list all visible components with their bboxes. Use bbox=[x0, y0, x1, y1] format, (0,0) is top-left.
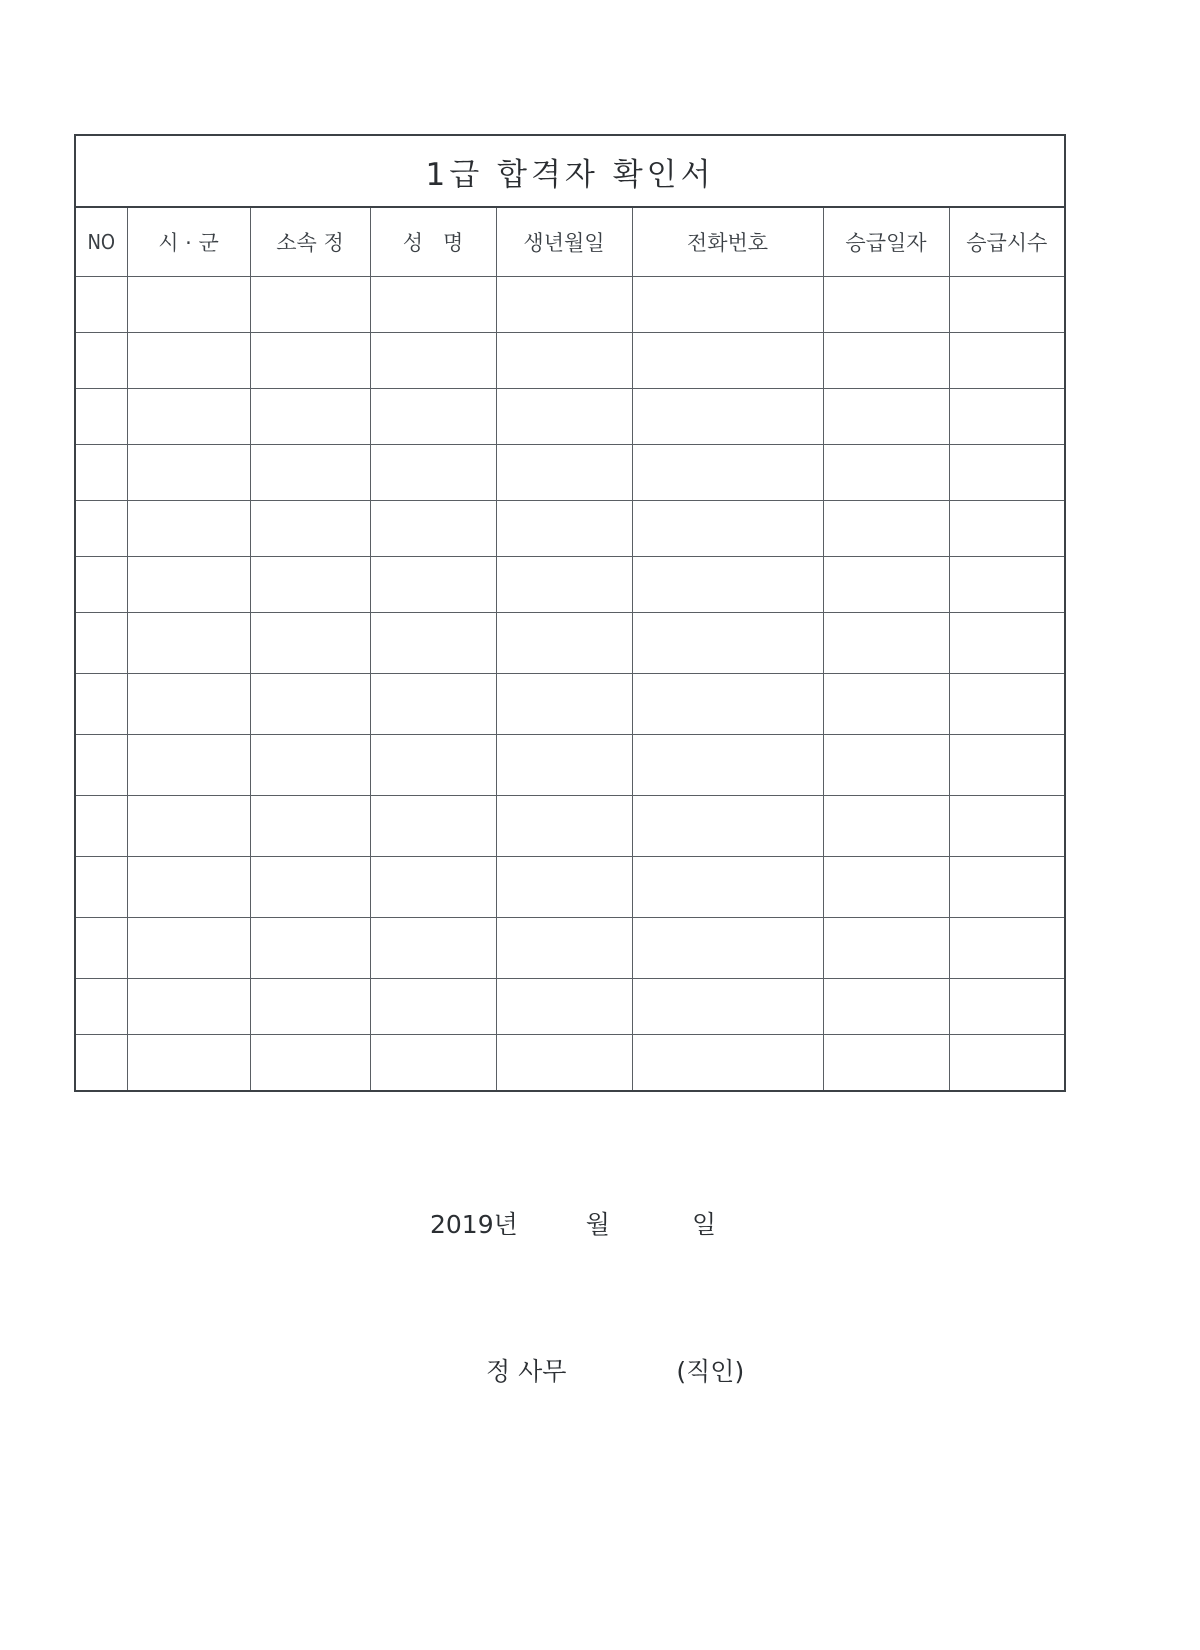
table-cell bbox=[823, 796, 949, 857]
table-cell bbox=[250, 735, 370, 796]
table-cell bbox=[632, 918, 823, 979]
table-cell bbox=[75, 735, 127, 796]
table-cell bbox=[127, 557, 250, 613]
table-row bbox=[75, 796, 1065, 857]
header-name: 성 명 bbox=[370, 207, 496, 277]
table-cell bbox=[370, 333, 496, 389]
table-cell bbox=[823, 1035, 949, 1092]
table-cell bbox=[127, 501, 250, 557]
form-title: 1급 합격자 확인서 bbox=[75, 135, 1065, 207]
table-cell bbox=[496, 277, 632, 333]
table-row bbox=[75, 445, 1065, 501]
table-cell bbox=[823, 735, 949, 796]
table-cell bbox=[75, 674, 127, 735]
table-cell bbox=[949, 277, 1065, 333]
signature-line bbox=[486, 1352, 744, 1388]
table-cell bbox=[75, 389, 127, 445]
table-cell bbox=[127, 735, 250, 796]
table-cell bbox=[250, 1035, 370, 1092]
table-cell bbox=[496, 918, 632, 979]
table-row bbox=[75, 501, 1065, 557]
table-cell bbox=[370, 557, 496, 613]
table-row bbox=[75, 1035, 1065, 1092]
table-cell bbox=[632, 389, 823, 445]
table-cell bbox=[75, 277, 127, 333]
table-cell bbox=[75, 445, 127, 501]
table-cell bbox=[823, 333, 949, 389]
table-cell bbox=[75, 796, 127, 857]
table-cell bbox=[127, 979, 250, 1035]
table-cell bbox=[250, 918, 370, 979]
table-cell bbox=[949, 796, 1065, 857]
table-cell bbox=[370, 979, 496, 1035]
table-cell bbox=[75, 557, 127, 613]
table-row bbox=[75, 333, 1065, 389]
table-row bbox=[75, 979, 1065, 1035]
table-cell bbox=[127, 674, 250, 735]
table-cell bbox=[823, 501, 949, 557]
header-phone: 전화번호 bbox=[632, 207, 823, 277]
table-cell bbox=[496, 979, 632, 1035]
table-cell bbox=[632, 796, 823, 857]
table-cell bbox=[370, 1035, 496, 1092]
table-cell bbox=[250, 389, 370, 445]
table-cell bbox=[496, 674, 632, 735]
table-cell bbox=[127, 389, 250, 445]
table-cell bbox=[949, 979, 1065, 1035]
table-cell bbox=[823, 389, 949, 445]
table-cell bbox=[75, 501, 127, 557]
table-cell bbox=[632, 501, 823, 557]
date-year: 2019년 bbox=[430, 1210, 518, 1239]
table-cell bbox=[75, 613, 127, 674]
table-cell bbox=[632, 277, 823, 333]
table-cell bbox=[75, 1035, 127, 1092]
table-cell bbox=[632, 557, 823, 613]
table-cell bbox=[949, 613, 1065, 674]
header-birthdate: 생년월일 bbox=[496, 207, 632, 277]
table-cell bbox=[250, 277, 370, 333]
table-cell bbox=[632, 613, 823, 674]
table-cell bbox=[949, 333, 1065, 389]
table-cell bbox=[370, 674, 496, 735]
table-row bbox=[75, 389, 1065, 445]
confirmation-form-table bbox=[74, 134, 1066, 1092]
table-cell bbox=[632, 445, 823, 501]
table-row bbox=[75, 557, 1065, 613]
table-cell bbox=[370, 389, 496, 445]
table-cell bbox=[823, 979, 949, 1035]
table-cell bbox=[823, 857, 949, 918]
table-cell bbox=[496, 333, 632, 389]
table-cell bbox=[949, 389, 1065, 445]
table-cell bbox=[75, 918, 127, 979]
table-cell bbox=[127, 796, 250, 857]
table-cell bbox=[370, 445, 496, 501]
table-cell bbox=[632, 333, 823, 389]
date-month: 월 bbox=[585, 1210, 610, 1239]
header-row bbox=[75, 207, 1065, 277]
table-cell bbox=[823, 445, 949, 501]
table-row bbox=[75, 277, 1065, 333]
table-cell bbox=[823, 918, 949, 979]
table-cell bbox=[127, 445, 250, 501]
table-cell bbox=[127, 333, 250, 389]
table-cell bbox=[496, 389, 632, 445]
table-cell bbox=[823, 277, 949, 333]
table-cell bbox=[127, 277, 250, 333]
table-row bbox=[75, 918, 1065, 979]
table-cell bbox=[632, 979, 823, 1035]
table-cell bbox=[823, 557, 949, 613]
issue-date bbox=[430, 1205, 716, 1241]
table-cell bbox=[949, 857, 1065, 918]
table-cell bbox=[370, 613, 496, 674]
table-cell bbox=[632, 735, 823, 796]
table-cell bbox=[496, 1035, 632, 1092]
table-cell bbox=[370, 501, 496, 557]
table-cell bbox=[949, 1035, 1065, 1092]
table-cell bbox=[949, 445, 1065, 501]
table-cell bbox=[823, 674, 949, 735]
table-cell bbox=[496, 735, 632, 796]
table-row bbox=[75, 674, 1065, 735]
table-cell bbox=[370, 857, 496, 918]
table-cell bbox=[496, 501, 632, 557]
table-cell bbox=[632, 1035, 823, 1092]
table-cell bbox=[949, 674, 1065, 735]
table-cell bbox=[250, 979, 370, 1035]
table-cell bbox=[496, 557, 632, 613]
table-row bbox=[75, 613, 1065, 674]
table-cell bbox=[949, 918, 1065, 979]
table-cell bbox=[632, 674, 823, 735]
table-cell bbox=[949, 735, 1065, 796]
table-cell bbox=[127, 1035, 250, 1092]
table-cell bbox=[75, 979, 127, 1035]
table-cell bbox=[75, 333, 127, 389]
table-cell bbox=[496, 796, 632, 857]
table-cell bbox=[250, 674, 370, 735]
table-cell bbox=[250, 333, 370, 389]
table-cell bbox=[823, 613, 949, 674]
table-cell bbox=[632, 857, 823, 918]
table-cell bbox=[370, 918, 496, 979]
table-row bbox=[75, 735, 1065, 796]
header-promotion-hours: 승급시수 bbox=[949, 207, 1065, 277]
table-cell bbox=[496, 445, 632, 501]
table-cell bbox=[496, 857, 632, 918]
header-promotion-date: 승급일자 bbox=[823, 207, 949, 277]
table-cell bbox=[250, 445, 370, 501]
table-cell bbox=[127, 613, 250, 674]
table-cell bbox=[370, 796, 496, 857]
table-cell bbox=[370, 277, 496, 333]
seal-label: (직인) bbox=[676, 1357, 745, 1386]
table-row bbox=[75, 857, 1065, 918]
table-cell bbox=[127, 918, 250, 979]
table-cell bbox=[127, 857, 250, 918]
signer-name: 정 사무 bbox=[486, 1357, 567, 1386]
table-cell bbox=[250, 857, 370, 918]
header-city-county: 시 · 군 bbox=[127, 207, 250, 277]
date-day: 일 bbox=[691, 1210, 717, 1239]
table-cell bbox=[75, 857, 127, 918]
header-no: NO bbox=[75, 207, 127, 277]
header-affiliation: 소속 정 bbox=[250, 207, 370, 277]
table-cell bbox=[250, 796, 370, 857]
table-cell bbox=[250, 613, 370, 674]
table-cell bbox=[370, 735, 496, 796]
table-cell bbox=[496, 613, 632, 674]
table-cell bbox=[949, 557, 1065, 613]
table-cell bbox=[250, 557, 370, 613]
table-cell bbox=[250, 501, 370, 557]
table-cell bbox=[949, 501, 1065, 557]
